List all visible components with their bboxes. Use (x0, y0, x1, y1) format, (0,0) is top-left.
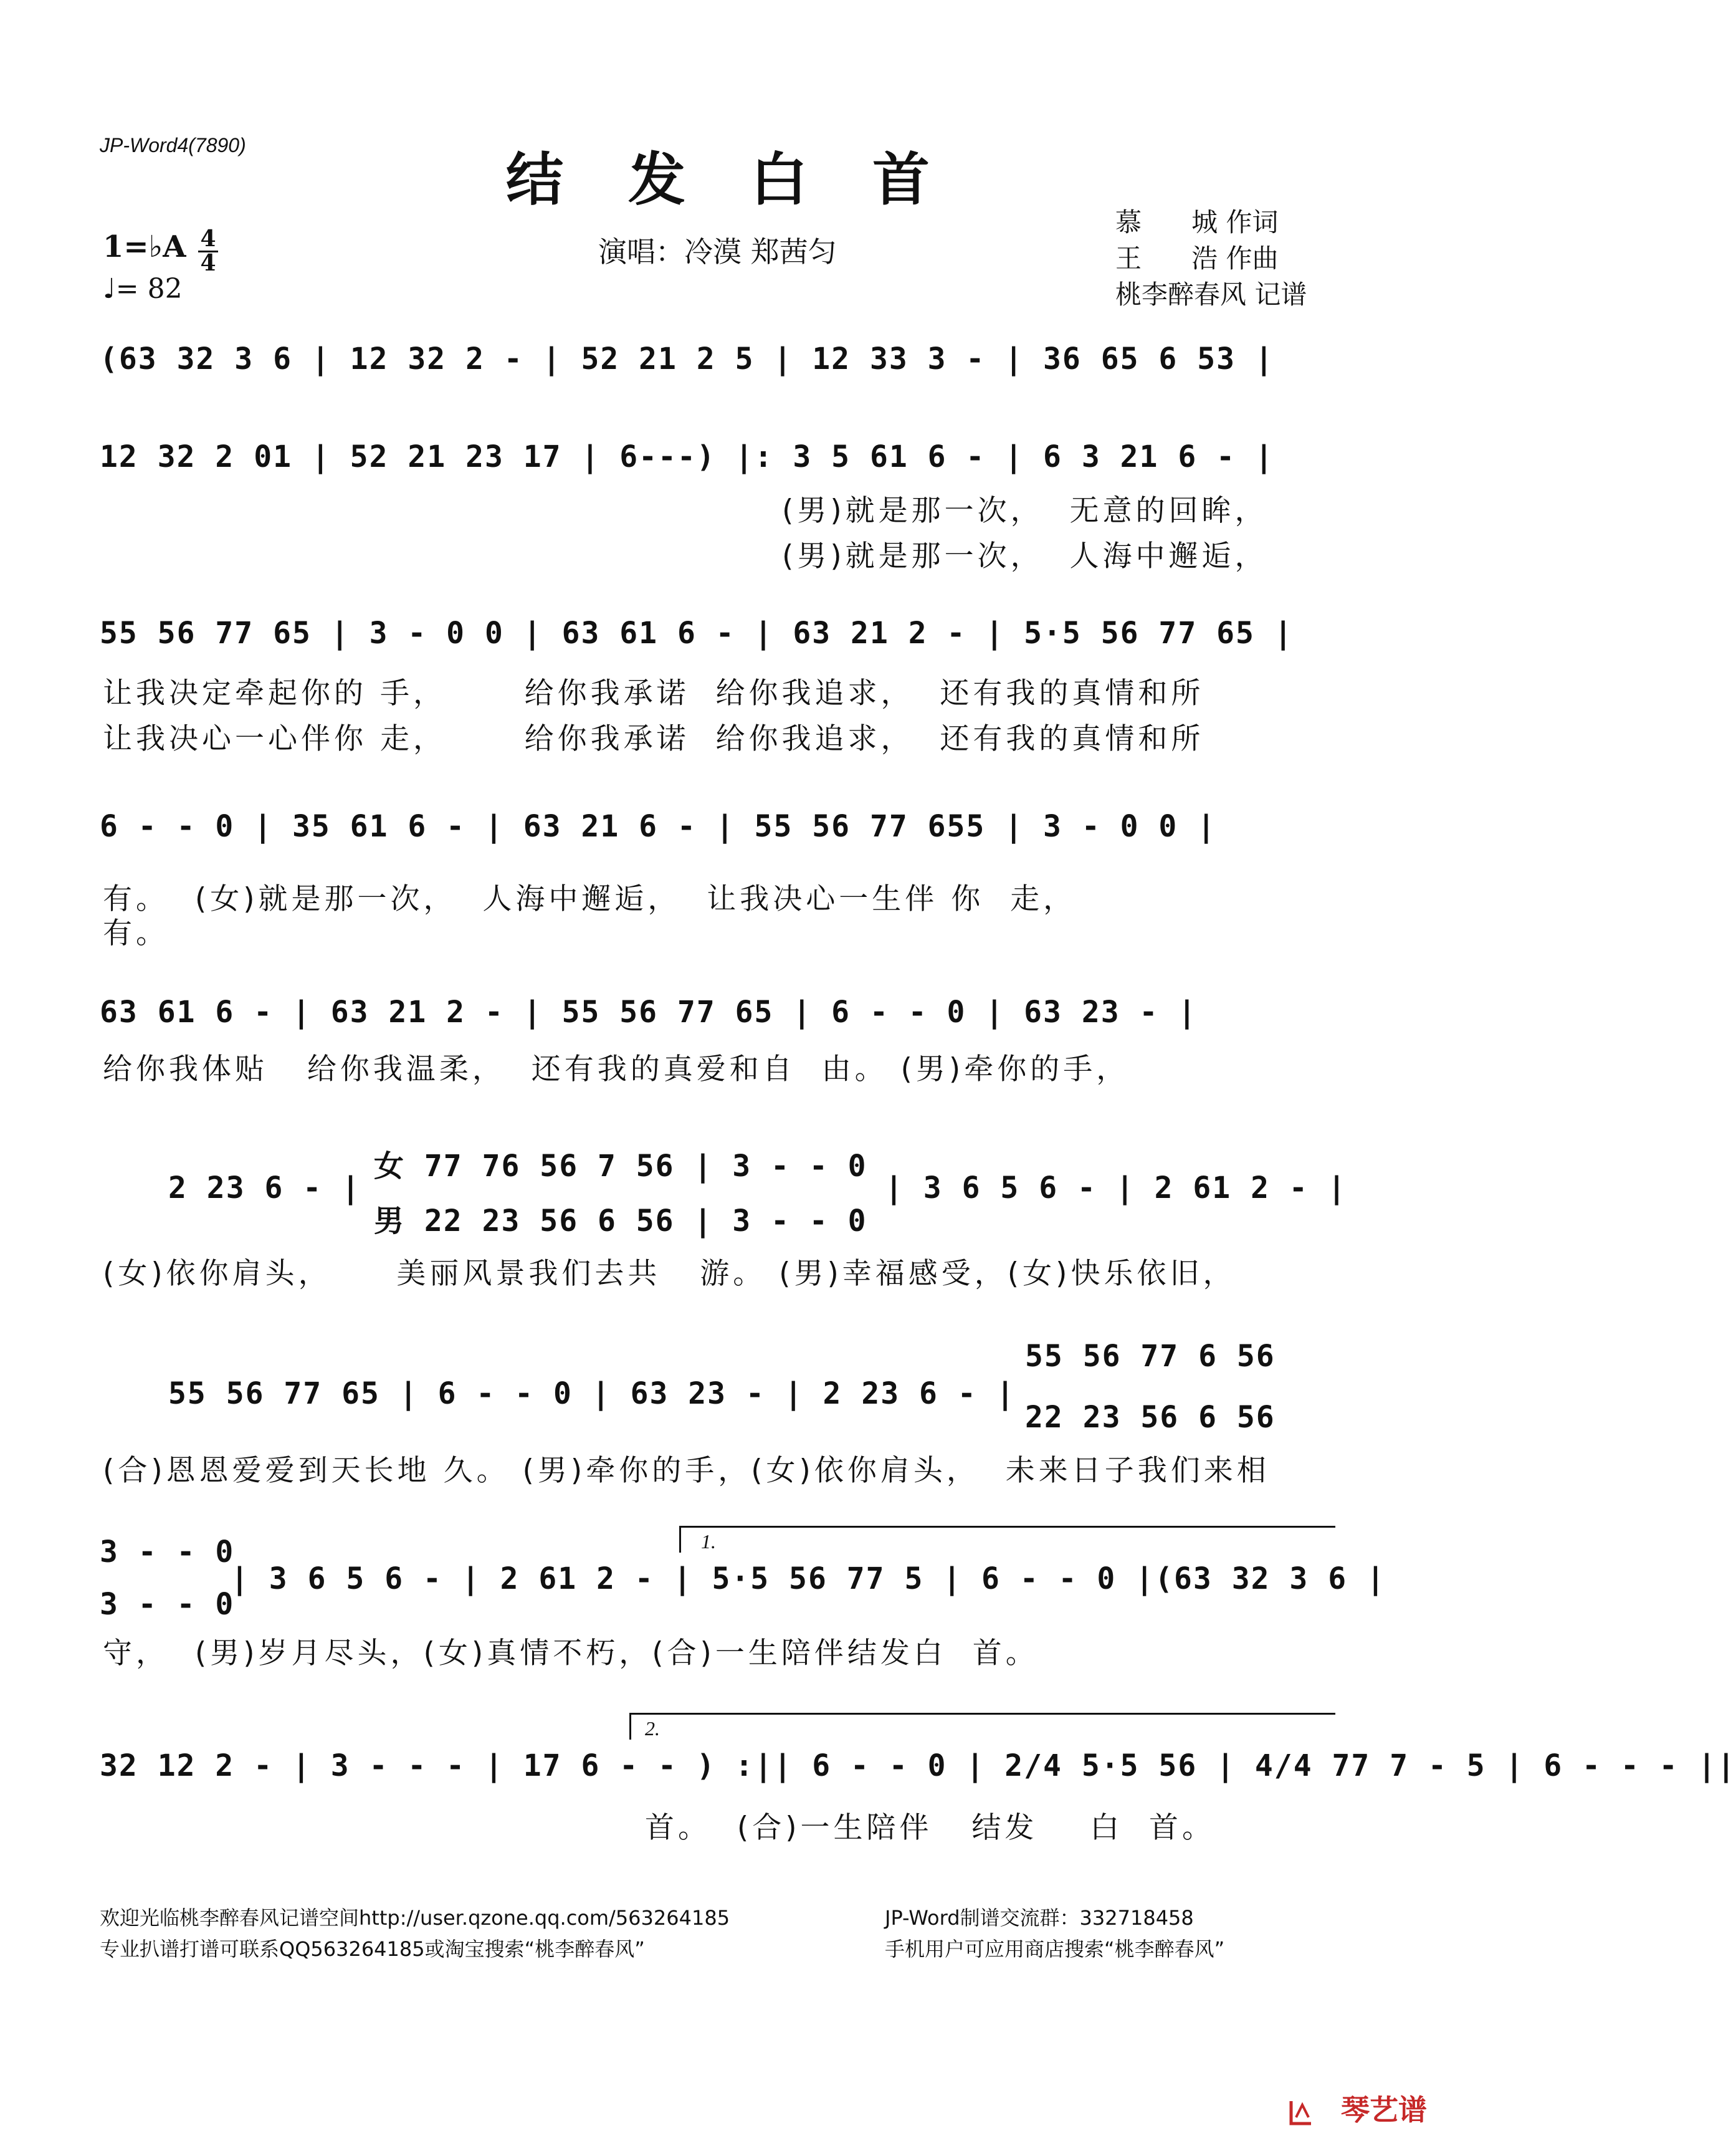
volta-1-bracket (679, 1526, 1335, 1553)
stave-line-6-tail: | 3 6 5 6 - | 2 61 2 - | (885, 1171, 1347, 1205)
stave-line-3: 55 56 77 65 | 3 - 0 0 | 63 61 6 - | 63 21 2 - | 5·5 56 77 65 | (100, 616, 1294, 651)
stave-line-8: | 3 6 5 6 - | 2 61 2 - | 5·5 56 77 5 | 6 - - 0 |(63 32 3 6 | (231, 1561, 1386, 1596)
software-label: JP-Word4(7890) (100, 134, 246, 156)
brand-logo-icon (1287, 2099, 1315, 2126)
stave-line-9: 32 12 2 - | 3 - - - | 17 6 - - ) :|| 6 - - 0 | 2/4 5·5 56 | 4/4 77 7 - 5 | 6 - - - || (100, 1748, 1736, 1783)
singers-line: 演唱：冷漠 郑茜匀 (598, 235, 837, 269)
footer-line-1-left: 欢迎光临桃李醉春风记谱空间http://user.qzone.qq.com/563264185 (100, 1906, 730, 1930)
lyric-line-8: 守， (男)岁月尽头，(女)真情不朽，(合)一生陪伴结发白 首。 (103, 1636, 1039, 1670)
stave-line-8-upper: 3 - - 0 (100, 1535, 235, 1569)
composer-credit: 王 浩 作曲 (1115, 243, 1279, 274)
brand-name: 琴艺谱 (1341, 2093, 1427, 2127)
footer-line-1-right: JP-Word制谱交流群：332718458 (885, 1906, 1194, 1930)
stave-line-6-lower: 男 22 23 56 6 56 | 3 - - 0 (374, 1204, 867, 1238)
lyric-line-4b: 有。 (103, 916, 169, 951)
lyric-line-2b: (男)就是那一次， 人海中邂逅， (782, 539, 1268, 573)
key-signature: 1=♭A (103, 229, 186, 264)
lyric-line-6: (女)依你肩头， 美丽风景我们去共 游。 (男)幸福感受，(女)快乐依旧， (103, 1257, 1236, 1291)
stave-line-7-upper: 55 56 77 6 56 (1025, 1339, 1276, 1374)
stave-line-8-lower: 3 - - 0 (100, 1587, 235, 1622)
transcriber-credit: 桃李醉春风 记谱 (1115, 279, 1307, 310)
stave-line-6-lead: 2 23 6 - | (168, 1171, 361, 1205)
lyric-line-3a: 让我决定牵起你的 手， 给你我承诺 给你我追求， 还有我的真情和所 (103, 676, 1204, 711)
time-sig-top: 4 (200, 226, 216, 252)
lyric-line-7: (合)恩恩爱爱到天长地 久。 (男)牵你的手，(女)依你肩头， 未来日子我们来相 (103, 1454, 1270, 1488)
stave-line-1: (63 32 3 6 | 12 32 2 - | 52 21 2 5 | 12 33 3 - | 36 65 6 53 | (100, 342, 1274, 376)
credits (1115, 204, 1307, 313)
lyric-line-2a: (男)就是那一次， 无意的回眸， (782, 494, 1268, 528)
tempo-marking: ♩= 82 (103, 273, 183, 305)
stave-line-6-upper: 女 77 76 56 7 56 | 3 - - 0 (374, 1149, 867, 1184)
stave-line-4: 6 - - 0 | 35 61 6 - | 63 21 6 - | 55 56 77 655 | 3 - 0 0 | (100, 809, 1217, 844)
lyricist-credit: 慕 城 作词 (1115, 207, 1279, 237)
time-signature (198, 228, 218, 274)
stave-line-2: 12 32 2 01 | 52 21 23 17 | 6---) |: 3 5 61 6 - | 6 3 21 6 - | (100, 439, 1274, 474)
page-title: 结 发 白 首 (505, 146, 953, 213)
lyric-line-4a: 有。 (女)就是那一次， 人海中邂逅， 让我决心一生伴 你 走， (103, 882, 1077, 916)
stave-line-7: 55 56 77 65 | 6 - - 0 | 63 23 - | 2 23 6 - | (168, 1376, 1016, 1411)
stave-line-7-lower: 22 23 56 6 56 (1025, 1400, 1276, 1435)
footer-line-2-left: 专业扒谱打谱可联系QQ563264185或淘宝搜索“桃李醉春风” (100, 1937, 645, 1961)
lyric-line-5: 给你我体贴 给你我温柔， 还有我的真爱和自 由。 (男)牵你的手， (103, 1052, 1130, 1086)
volta-1-label: 1. (701, 1530, 716, 1553)
footer-line-2-right: 手机用户可应用商店搜索“桃李醉春风” (885, 1937, 1225, 1961)
lyric-line-3b: 让我决心一心伴你 走， 给你我承诺 给你我追求， 还有我的真情和所 (103, 722, 1204, 756)
volta-2-bracket (629, 1713, 1335, 1740)
stave-line-5: 63 61 6 - | 63 21 2 - | 55 56 77 65 | 6 - - 0 | 63 23 - | (100, 995, 1198, 1030)
time-sig-bottom: 4 (200, 250, 216, 276)
lyric-line-9: 首。 (合)一生陪伴 结发 白 首。 (645, 1811, 1216, 1845)
volta-2-label: 2. (645, 1717, 660, 1740)
